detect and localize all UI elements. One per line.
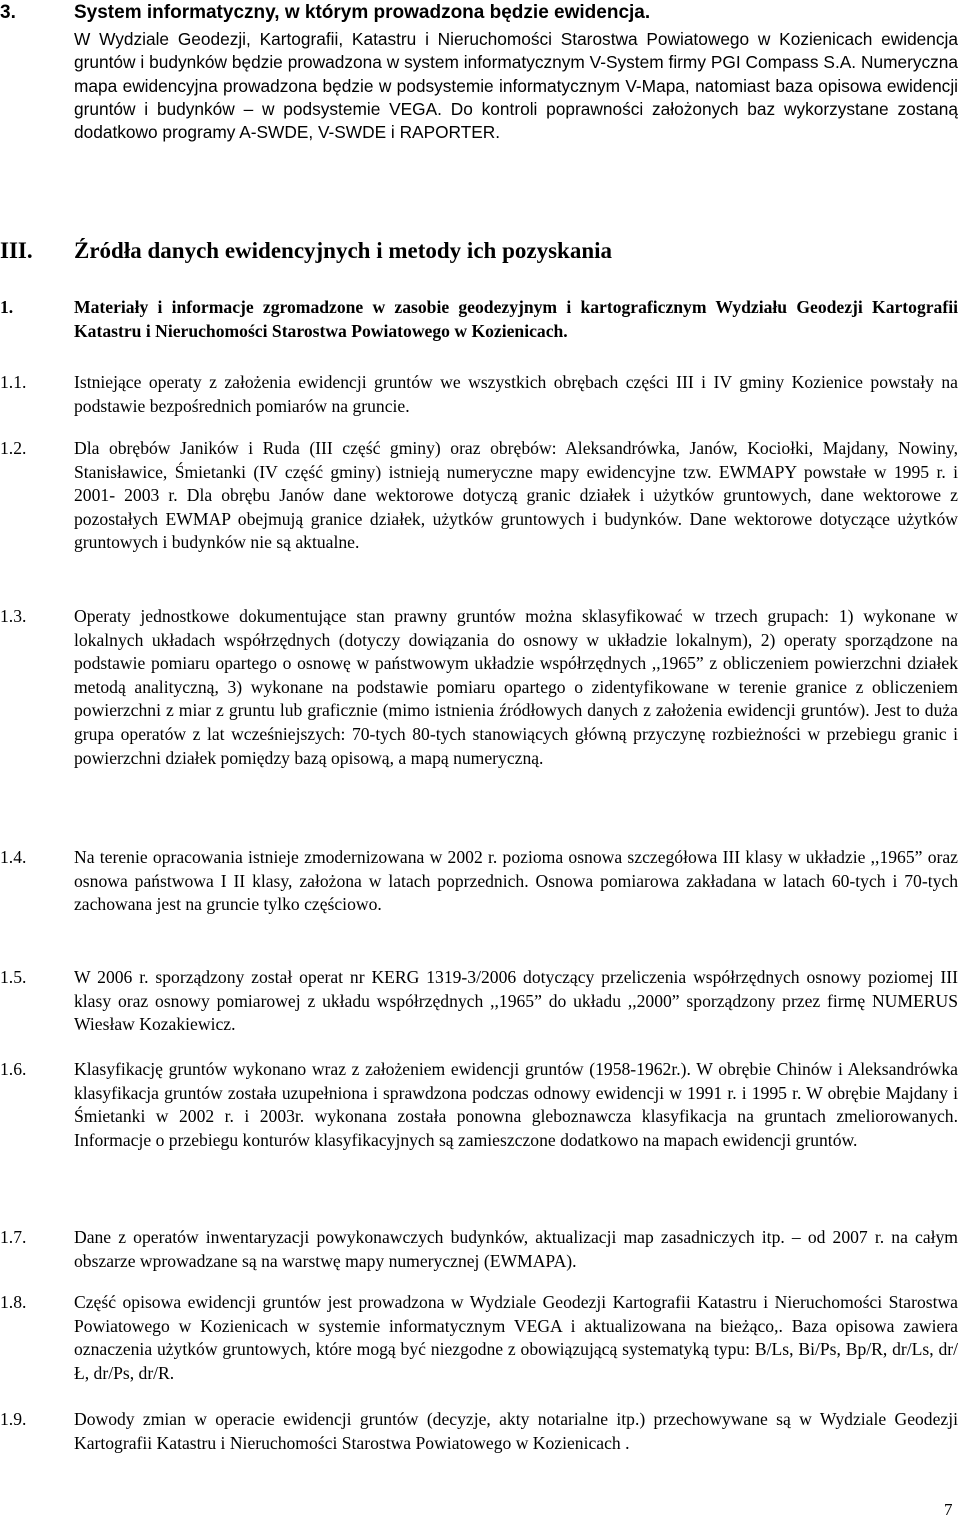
- list-item-text: Na terenie opracowania istnieje zmodernizowana w 2002 r. pozioma osnowa szczegółowa III klasy w układzie ,,1965” oraz osnowa państwowa I II klasy, założona w latach poprzednich. Osnowa pomiarowa zakładana w latach 60-tych i 70-tych zachowana jest na gruncie tylko częściowo.: [74, 847, 958, 915]
- section-3-number: 3.: [0, 2, 16, 23]
- page-number: 7: [944, 1500, 953, 1519]
- chapter-number: III.: [0, 238, 33, 263]
- list-item-number: 1.4.: [0, 847, 27, 867]
- list-item-number: 1.6.: [0, 1059, 27, 1079]
- list-item-text: Materiały i informacje zgromadzone w zasobie geodezyjnym i kartograficznym Wydziału Geodezji Kartografii Katastru i Nieruchomości Starostwa Powiatowego w Kozienicach.: [74, 297, 958, 341]
- section-3-paragraph: W Wydziale Geodezji, Kartografii, Katastru i Nieruchomości Starostwa Powiatowego w Kozienicach ewidencja gruntów i budynków będzie prowadzona w system informatycznym V-System firmy PGI Compass S.A. Numeryczna mapa ewidencyjna prowadzona będzie w podsystemie informatycznym V-Mapa, natomiast baza opisowa ewidencji gruntów i budynków – w podsystemie VEGA. Do kontroli poprawności założonych baz wykorzystane zostaną dodatkowo programy A-SWDE, V-SWDE i RAPORTER.: [74, 29, 958, 143]
- list-item-number: 1.2.: [0, 438, 27, 458]
- list-item-text: Istniejące operaty z założenia ewidencji gruntów we wszystkich obrębach części III i IV gminy Kozienice powstały na podstawie bezpośrednich pomiarów na gruncie.: [74, 372, 958, 416]
- list-item-number: 1.7.: [0, 1227, 27, 1247]
- list-item-text: Część opisowa ewidencji gruntów jest prowadzona w Wydziale Geodezji Kartografii Katastru i Nieruchomości Starostwa Powiatowego w Kozienicach w systemie informatycznym VEGA i aktualizowana na bieżąco,. Baza opisowa zawiera oznaczenia użytków gruntowych, które mogą być niezgodne z obowiązującą systematyką typu: B/Ls, Bi/Ps, Bp/R, dr/Ls, dr/Ł, dr/Ps, dr/R.: [74, 1292, 958, 1383]
- list-item-number: 1.5.: [0, 967, 27, 987]
- list-item-text: Klasyfikację gruntów wykonano wraz z założeniem ewidencji gruntów (1958-1962r.). W obrębie Chinów i Aleksandrówka klasyfikacja gruntów została uzupełniona i sprawdzona podczas odnowy ewidencji w 1991 r. i 1995 r. W obrębie Majdany i Śmietanki w 2002 r. i 2003r. wykonana została ponowna gleboznawcza klasyfikacja na gruntach zmeliorowanych. Informacje o przebiegu konturów klasyfikacyjnych są zamieszczone dodatkowo na mapach ewidencji gruntów.: [74, 1059, 958, 1150]
- list-item-number: 1.3.: [0, 606, 27, 626]
- list-item-text: Dane z operatów inwentaryzacji powykonawczych budynków, aktualizacji map zasadniczych itp. – od 2007 r. na całym obszarze wprowadzane są na warstwę mapy numerycznej (EWMAPA).: [74, 1227, 958, 1271]
- list-item-text: Dowody zmian w operacie ewidencji gruntów (decyzje, akty notarialne itp.) przechowywane są w Wydziale Geodezji Kartografii Katastru i Nieruchomości Starostwa Powiatowego w Kozienicach .: [74, 1409, 958, 1453]
- section-3-title: System informatyczny, w którym prowadzona będzie ewidencja.: [74, 2, 651, 23]
- list-item-text: Operaty jednostkowe dokumentujące stan prawny gruntów można sklasyfikować w trzech grupach: 1) wykonane w lokalnych układach współrzędnych (dotyczy dowiązania do osnowy w układzie lokalnym), 2) operaty sporządzone na podstawie pomiaru opartego o osnowę w państwowym układzie współrzędnych ,,1965” z obliczeniem powierzchni działek metodą analityczną, 3) wykonane na podstawie pomiaru opartego o zidentyfikowane w terenie granice z obliczeniem powierzchni z miar z gruntu lub graficznie (mimo istnienia źródłowych danych z założenia ewidencji gruntów). Jest to duża grupa operatów z lat wcześniejszych: 70-tych 80-tych stanowiących główną przyczynę rozbieżności w przebiegu granic i powierzchni działek pomiędzy bazą opisową, a mapą numeryczną.: [74, 606, 958, 768]
- list-item-number: 1.: [0, 297, 14, 317]
- list-item-text: Dla obrębów Janików i Ruda (III część gminy) oraz obrębów: Aleksandrówka, Janów, Kociołki, Majdany, Nowiny, Stanisławice, Śmietanki (IV część gminy) istnieją numeryczne mapy ewidencyjne tzw. EWMAPY powstałe w 1995 r. i 2001- 2003 r. Dla obrębu Janów dane wektorowe dotyczą granic działek i użytków gruntowych, dane wektorowe z pozostałych EWMAP obejmują granice działek, użytków gruntowych i budynków. Dane wektorowe dotyczące użytków gruntowych i budynków nie są aktualne.: [74, 438, 958, 553]
- chapter-title: Źródła danych ewidencyjnych i metody ich pozyskania: [74, 238, 612, 263]
- list-item-number: 1.8.: [0, 1292, 27, 1312]
- list-item-number: 1.1.: [0, 372, 27, 392]
- list-item-number: 1.9.: [0, 1409, 27, 1429]
- list-item-text: W 2006 r. sporządzony został operat nr KERG 1319-3/2006 dotyczący przeliczenia współrzędnych osnowy poziomej III klasy oraz osnowy pomiarowej z układu współrzędnych ,,1965” do układu ,,2000” sporządzony przez firmę NUMERUS Wiesław Kozakiewicz.: [74, 967, 958, 1035]
